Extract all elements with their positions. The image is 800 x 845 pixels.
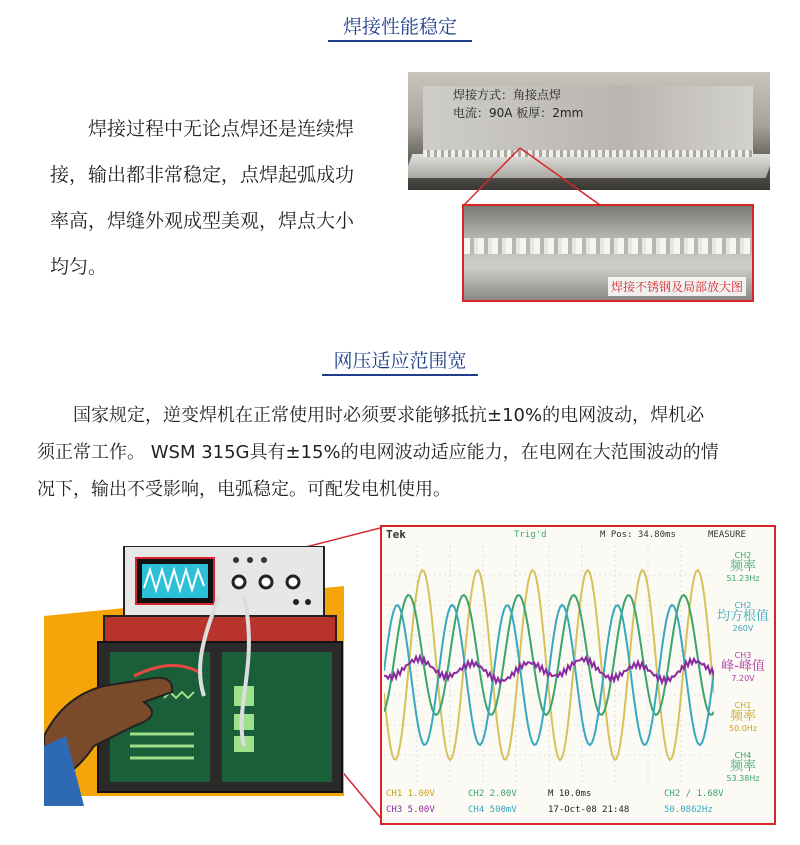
- scope-brand: Tek: [386, 528, 406, 541]
- paragraph-line: 均匀。: [50, 256, 108, 278]
- weld-sample-photo: [408, 72, 770, 190]
- weld-seam: [423, 150, 753, 157]
- oscilloscope-illustration: [44, 546, 344, 806]
- paragraph-line: 率高，焊缝外观成型美观，焊点大小: [50, 210, 355, 232]
- paragraph-line: 况下，输出不受影响，电弧稳定。可配发电机使用。: [37, 479, 451, 500]
- oscilloscope-screen: [380, 525, 776, 825]
- section-title-underline: [328, 40, 472, 42]
- ch3-scale: CH3 5.00V: [386, 805, 435, 815]
- paragraph-line: 须正常工作。 WSM 315G具有±15%的电网波动适应能力，在电网在大范围波动的情: [37, 442, 719, 463]
- measurement-ch2-frequency: CH2 频率 51.23Hz: [726, 551, 760, 583]
- photo-note-method: 焊接方式：角接点焊: [453, 88, 562, 102]
- time-scale: M 10.0ms: [548, 789, 592, 799]
- paragraph-line: 接，输出都非常稳定，点焊起弧成功: [50, 164, 355, 186]
- weld-zoom-detail: [462, 204, 754, 302]
- measurement-ch1-frequency: CH1 频率 50.0Hz: [728, 701, 758, 733]
- scope-header: [382, 527, 774, 545]
- trigger-level: CH2 ∕ 1.68V: [664, 789, 724, 799]
- trigger-status: Trig'd: [514, 530, 547, 540]
- measure-label: MEASURE: [708, 530, 746, 540]
- measurement-ch3-peak-to-peak: CH3 峰-峰值 7.20V: [721, 651, 765, 683]
- paragraph-line: 焊接过程中无论点焊还是连续焊: [88, 118, 355, 140]
- paragraph-line: 国家规定，逆变焊机在正常使用时必须要求能够抵抗±10%的电网波动，焊机必: [73, 405, 705, 426]
- zoomed-weld-seam: [464, 238, 754, 254]
- voltage-range-paragraph: [37, 397, 777, 508]
- m-pos-readout: M Pos: 34.80ms: [600, 530, 676, 540]
- section-title-voltage-range: 网压适应范围宽: [333, 350, 467, 372]
- zoom-caption: 焊接不锈钢及局部放大图: [608, 277, 746, 296]
- ch2-scale: CH2 2.00V: [468, 789, 517, 799]
- scope-waveform-plot: [384, 545, 714, 785]
- measure-panel: [712, 545, 774, 797]
- measurement-ch4-frequency: CH4 频率 53.38Hz: [726, 751, 760, 783]
- ch4-scale: CH4 500mV: [468, 805, 517, 815]
- ch1-scale: CH1 1.00V: [386, 789, 435, 799]
- weld-stability-paragraph: [50, 106, 390, 290]
- photo-note-params: 电流：90A 板厚：2mm: [453, 106, 584, 120]
- section-title-underline: [322, 374, 478, 376]
- scope-footer: [382, 785, 774, 823]
- date-time: 17-Oct-08 21:48: [548, 805, 630, 815]
- measurement-ch2-rms: CH2 均方根值 260V: [716, 601, 769, 633]
- section-title-weld-stability: 焊接性能稳定: [342, 16, 457, 38]
- trigger-frequency: 50.0862Hz: [664, 805, 713, 815]
